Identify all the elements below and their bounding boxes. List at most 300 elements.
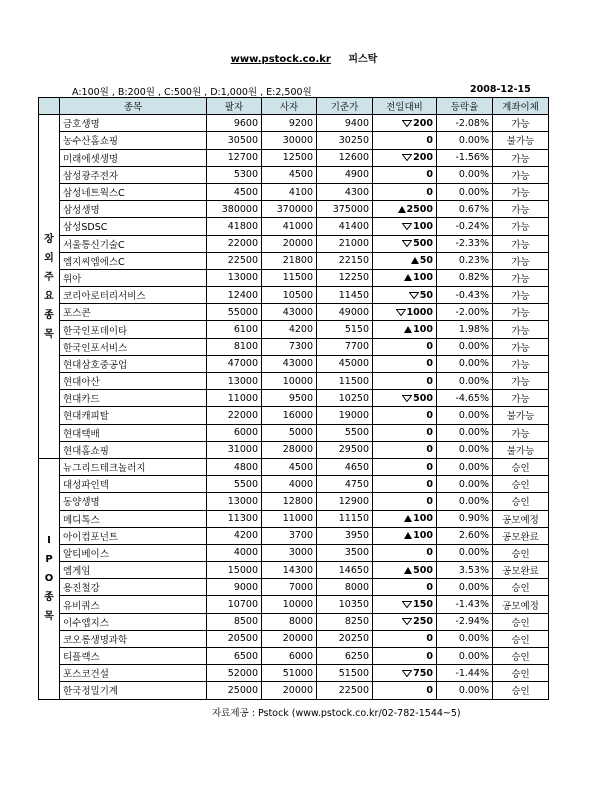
table-row (39, 562, 549, 579)
sell-price: 13000 (207, 269, 262, 286)
base-price: 29500 (317, 441, 373, 458)
sell-price: 4000 (207, 544, 262, 561)
transfer-status: 가능 (493, 183, 549, 200)
table-row (39, 304, 549, 321)
group-label: I P O 종 목 (39, 458, 60, 699)
sell-price: 31000 (207, 441, 262, 458)
base-price: 41400 (317, 218, 373, 235)
change-value: 0 (373, 183, 437, 200)
sell-price: 6500 (207, 648, 262, 665)
change-rate: -2.00% (437, 304, 493, 321)
base-price: 45000 (317, 355, 373, 372)
table-row (39, 269, 549, 286)
change-rate: -4.65% (437, 390, 493, 407)
buy-price: 51000 (262, 665, 317, 682)
change-value: 0 (373, 648, 437, 665)
transfer-status: 불가능 (493, 132, 549, 149)
stock-name: 삼성광주전자 (60, 166, 207, 183)
table-row (39, 424, 549, 441)
buy-price: 20000 (262, 682, 317, 699)
stock-name: 용진철강 (60, 579, 207, 596)
base-price: 5150 (317, 321, 373, 338)
change-rate: 0.00% (437, 441, 493, 458)
buy-price: 20000 (262, 235, 317, 252)
change-rate: -2.08% (437, 115, 493, 132)
price-unit-legend: A:100원 , B:200원 , C:500원 , D:1,000원 , E:2,500원 (72, 87, 312, 98)
base-price: 10350 (317, 596, 373, 613)
up-triangle-icon (398, 206, 406, 213)
change-rate: 0.00% (437, 493, 493, 510)
table-row (39, 527, 549, 544)
group-label: 장 외 주 요 종 목 (39, 115, 60, 459)
buy-price: 43000 (262, 355, 317, 372)
change-value: 250 (373, 613, 437, 630)
transfer-status: 공모예정 (493, 510, 549, 527)
buy-price: 9500 (262, 390, 317, 407)
stock-name: 엠게임 (60, 562, 207, 579)
base-price: 375000 (317, 201, 373, 218)
buy-price: 30000 (262, 132, 317, 149)
table-row (39, 579, 549, 596)
stock-name: 포스코건설 (60, 665, 207, 682)
table-header-row (39, 98, 549, 115)
stock-name: 현대아산 (60, 373, 207, 390)
transfer-status: 가능 (493, 424, 549, 441)
stock-table (38, 97, 549, 700)
col-header-rate: 등락율 (437, 98, 493, 115)
buy-price: 10000 (262, 373, 317, 390)
stock-name: 금호생명 (60, 115, 207, 132)
transfer-status: 승인 (493, 682, 549, 699)
sell-price: 8100 (207, 338, 262, 355)
down-triangle-icon (402, 670, 412, 677)
table-row (39, 183, 549, 200)
base-price: 14650 (317, 562, 373, 579)
change-rate: -1.56% (437, 149, 493, 166)
up-triangle-icon (411, 257, 419, 264)
col-header-name: 종목 (60, 98, 207, 115)
change-value: 0 (373, 493, 437, 510)
change-rate: 3.53% (437, 562, 493, 579)
stock-name: 뉴그리드테크놀러지 (60, 458, 207, 475)
base-price: 5500 (317, 424, 373, 441)
base-price: 4750 (317, 476, 373, 493)
sell-price: 13000 (207, 493, 262, 510)
buy-price: 4100 (262, 183, 317, 200)
transfer-status: 가능 (493, 149, 549, 166)
buy-price: 8000 (262, 613, 317, 630)
down-triangle-icon (402, 120, 412, 127)
base-price: 4300 (317, 183, 373, 200)
table-row (39, 476, 549, 493)
table-row (39, 338, 549, 355)
up-triangle-icon (404, 567, 412, 574)
change-rate: 0.00% (437, 648, 493, 665)
transfer-status: 가능 (493, 269, 549, 286)
transfer-status: 공모예정 (493, 596, 549, 613)
change-rate: 0.00% (437, 183, 493, 200)
stock-name: 유비쿼스 (60, 596, 207, 613)
sell-price: 6000 (207, 424, 262, 441)
sell-price: 41800 (207, 218, 262, 235)
table-row (39, 390, 549, 407)
change-value: 0 (373, 458, 437, 475)
buy-price: 21800 (262, 252, 317, 269)
stock-name: 현대삼호중공업 (60, 355, 207, 372)
base-price: 22150 (317, 252, 373, 269)
sell-price: 4800 (207, 458, 262, 475)
sell-price: 22000 (207, 235, 262, 252)
buy-price: 4500 (262, 458, 317, 475)
table-row (39, 132, 549, 149)
buy-price: 16000 (262, 407, 317, 424)
stock-name: 한국인포서비스 (60, 338, 207, 355)
change-value: 0 (373, 407, 437, 424)
table-row (39, 235, 549, 252)
table-row (39, 510, 549, 527)
sell-price: 4500 (207, 183, 262, 200)
sell-price: 55000 (207, 304, 262, 321)
buy-price: 12500 (262, 149, 317, 166)
table-row (39, 407, 549, 424)
stock-name: 삼성네트웍스C (60, 183, 207, 200)
stock-name: 대성파인텍 (60, 476, 207, 493)
down-triangle-icon (402, 601, 412, 608)
base-price: 30250 (317, 132, 373, 149)
base-price: 4650 (317, 458, 373, 475)
sell-price: 8500 (207, 613, 262, 630)
up-triangle-icon (404, 515, 412, 522)
change-value: 100 (373, 269, 437, 286)
down-triangle-icon (396, 309, 406, 316)
base-price: 3950 (317, 527, 373, 544)
change-value: 0 (373, 373, 437, 390)
change-value: 0 (373, 132, 437, 149)
buy-price: 4000 (262, 476, 317, 493)
buy-price: 5000 (262, 424, 317, 441)
sell-price: 4200 (207, 527, 262, 544)
change-value: 50 (373, 252, 437, 269)
col-header-base: 기준가 (317, 98, 373, 115)
stock-name: 현대택배 (60, 424, 207, 441)
change-rate: 0.00% (437, 424, 493, 441)
change-rate: 0.00% (437, 476, 493, 493)
down-triangle-icon (402, 240, 412, 247)
change-rate: 0.00% (437, 544, 493, 561)
buy-price: 11500 (262, 269, 317, 286)
stock-name: 알티베이스 (60, 544, 207, 561)
change-value: 750 (373, 665, 437, 682)
base-price: 12600 (317, 149, 373, 166)
transfer-status: 승인 (493, 579, 549, 596)
buy-price: 28000 (262, 441, 317, 458)
buy-price: 4500 (262, 166, 317, 183)
buy-price: 20000 (262, 630, 317, 647)
buy-price: 43000 (262, 304, 317, 321)
page-title (0, 50, 608, 65)
change-value: 500 (373, 390, 437, 407)
transfer-status: 가능 (493, 287, 549, 304)
sell-price: 11300 (207, 510, 262, 527)
buy-price: 41000 (262, 218, 317, 235)
change-rate: 0.00% (437, 579, 493, 596)
change-value: 100 (373, 510, 437, 527)
change-value: 0 (373, 166, 437, 183)
buy-price: 7000 (262, 579, 317, 596)
source-footer: 자료제공 : Pstock (www.pstock.co.kr/02-782-1544~5) (212, 708, 461, 719)
up-triangle-icon (404, 274, 412, 281)
buy-price: 11000 (262, 510, 317, 527)
base-price: 21000 (317, 235, 373, 252)
transfer-status: 가능 (493, 390, 549, 407)
base-price: 12250 (317, 269, 373, 286)
stock-name: 한국정밀기계 (60, 682, 207, 699)
stock-name: 서울통신기술C (60, 235, 207, 252)
stock-name: 현대홈쇼핑 (60, 441, 207, 458)
sell-price: 12400 (207, 287, 262, 304)
change-value: 0 (373, 630, 437, 647)
change-rate: 0.82% (437, 269, 493, 286)
base-price: 6250 (317, 648, 373, 665)
change-value: 0 (373, 441, 437, 458)
sell-price: 30500 (207, 132, 262, 149)
sell-price: 10700 (207, 596, 262, 613)
buy-price: 9200 (262, 115, 317, 132)
base-price: 4900 (317, 166, 373, 183)
buy-price: 12800 (262, 493, 317, 510)
change-rate: 0.23% (437, 252, 493, 269)
table-row (39, 149, 549, 166)
buy-price: 370000 (262, 201, 317, 218)
stock-name: 삼성생명 (60, 201, 207, 218)
table-row (39, 218, 549, 235)
buy-price: 6000 (262, 648, 317, 665)
change-rate: -1.43% (437, 596, 493, 613)
sell-price: 9000 (207, 579, 262, 596)
sell-price: 47000 (207, 355, 262, 372)
transfer-status: 승인 (493, 544, 549, 561)
stock-name: 위아 (60, 269, 207, 286)
transfer-status: 승인 (493, 493, 549, 510)
stock-name: 삼성SDSC (60, 218, 207, 235)
buy-price: 4200 (262, 321, 317, 338)
transfer-status: 가능 (493, 355, 549, 372)
down-triangle-icon (402, 154, 412, 161)
stock-name: 현대카드 (60, 390, 207, 407)
change-rate: 0.00% (437, 132, 493, 149)
change-value: 500 (373, 562, 437, 579)
table-row (39, 613, 549, 630)
change-rate: 0.00% (437, 373, 493, 390)
transfer-status: 공모완료 (493, 527, 549, 544)
transfer-status: 가능 (493, 321, 549, 338)
brand-name: 피스탁 (348, 54, 378, 65)
change-value: 150 (373, 596, 437, 613)
col-header-group (39, 98, 60, 115)
transfer-status: 가능 (493, 252, 549, 269)
transfer-status: 승인 (493, 630, 549, 647)
change-value: 500 (373, 235, 437, 252)
table-row (39, 648, 549, 665)
table-row (39, 166, 549, 183)
change-rate: -0.43% (437, 287, 493, 304)
change-value: 0 (373, 476, 437, 493)
sell-price: 6100 (207, 321, 262, 338)
change-value: 0 (373, 579, 437, 596)
transfer-status: 불가능 (493, 441, 549, 458)
transfer-status: 가능 (493, 235, 549, 252)
stock-name: 미래에셋생명 (60, 149, 207, 166)
transfer-status: 승인 (493, 476, 549, 493)
table-row (39, 665, 549, 682)
change-rate: 0.67% (437, 201, 493, 218)
change-rate: 1.98% (437, 321, 493, 338)
down-triangle-icon (409, 292, 419, 299)
down-triangle-icon (402, 395, 412, 402)
base-price: 22500 (317, 682, 373, 699)
buy-price: 7300 (262, 338, 317, 355)
table-row (39, 355, 549, 372)
change-value: 100 (373, 527, 437, 544)
change-value: 0 (373, 355, 437, 372)
transfer-status: 공모완료 (493, 562, 549, 579)
col-header-buy: 사자 (262, 98, 317, 115)
base-price: 8000 (317, 579, 373, 596)
base-price: 8250 (317, 613, 373, 630)
change-rate: 0.00% (437, 407, 493, 424)
sell-price: 20500 (207, 630, 262, 647)
sell-price: 52000 (207, 665, 262, 682)
change-value: 100 (373, 321, 437, 338)
sell-price: 25000 (207, 682, 262, 699)
base-price: 7700 (317, 338, 373, 355)
transfer-status: 가능 (493, 218, 549, 235)
sell-price: 12700 (207, 149, 262, 166)
change-rate: -0.24% (437, 218, 493, 235)
table-row (39, 321, 549, 338)
transfer-status: 가능 (493, 115, 549, 132)
table-row (39, 630, 549, 647)
stock-name: 이수앱지스 (60, 613, 207, 630)
table-row (39, 201, 549, 218)
sell-price: 22500 (207, 252, 262, 269)
change-rate: 0.00% (437, 630, 493, 647)
down-triangle-icon (402, 618, 412, 625)
col-header-transfer: 계좌이체 (493, 98, 549, 115)
change-rate: -2.33% (437, 235, 493, 252)
stock-name: 티플랙스 (60, 648, 207, 665)
transfer-status: 가능 (493, 338, 549, 355)
buy-price: 14300 (262, 562, 317, 579)
transfer-status: 승인 (493, 458, 549, 475)
table-row (39, 458, 549, 475)
change-value: 1000 (373, 304, 437, 321)
change-rate: 0.00% (437, 682, 493, 699)
col-header-change: 전일대비 (373, 98, 437, 115)
stock-name: 농수산홈쇼핑 (60, 132, 207, 149)
change-rate: 0.00% (437, 338, 493, 355)
transfer-status: 가능 (493, 373, 549, 390)
change-rate: 2.60% (437, 527, 493, 544)
transfer-status: 가능 (493, 166, 549, 183)
transfer-status: 불가능 (493, 407, 549, 424)
base-price: 12900 (317, 493, 373, 510)
base-price: 10250 (317, 390, 373, 407)
table-row (39, 493, 549, 510)
table-row (39, 544, 549, 561)
change-value: 0 (373, 682, 437, 699)
change-rate: 0.00% (437, 458, 493, 475)
table-row (39, 596, 549, 613)
table-row (39, 682, 549, 699)
stock-name: 엠지씨엠에스C (60, 252, 207, 269)
base-price: 19000 (317, 407, 373, 424)
transfer-status: 가능 (493, 304, 549, 321)
sell-price: 13000 (207, 373, 262, 390)
change-rate: 0.00% (437, 166, 493, 183)
base-price: 11450 (317, 287, 373, 304)
transfer-status: 승인 (493, 613, 549, 630)
buy-price: 3000 (262, 544, 317, 561)
table-row (39, 441, 549, 458)
sell-price: 11000 (207, 390, 262, 407)
change-value: 200 (373, 149, 437, 166)
change-value: 0 (373, 338, 437, 355)
sell-price: 5500 (207, 476, 262, 493)
transfer-status: 승인 (493, 648, 549, 665)
change-value: 0 (373, 544, 437, 561)
change-value: 100 (373, 218, 437, 235)
sell-price: 22000 (207, 407, 262, 424)
stock-name: 코오롱생명과학 (60, 630, 207, 647)
stock-name: 현대캐피탈 (60, 407, 207, 424)
buy-price: 10500 (262, 287, 317, 304)
change-rate: -1.44% (437, 665, 493, 682)
base-price: 51500 (317, 665, 373, 682)
table-row (39, 373, 549, 390)
table-row (39, 252, 549, 269)
col-header-sell: 팔자 (207, 98, 262, 115)
stock-name: 코리아로터리서비스 (60, 287, 207, 304)
up-triangle-icon (404, 532, 412, 539)
sell-price: 5300 (207, 166, 262, 183)
change-value: 200 (373, 115, 437, 132)
base-price: 20250 (317, 630, 373, 647)
stock-name: 동양생명 (60, 493, 207, 510)
change-value: 50 (373, 287, 437, 304)
table-row (39, 115, 549, 132)
site-url[interactable]: www.pstock.co.kr (230, 54, 331, 65)
base-price: 9400 (317, 115, 373, 132)
sell-price: 9600 (207, 115, 262, 132)
report-date: 2008-12-15 (470, 84, 531, 95)
change-value: 0 (373, 424, 437, 441)
change-value: 2500 (373, 201, 437, 218)
transfer-status: 승인 (493, 665, 549, 682)
base-price: 49000 (317, 304, 373, 321)
up-triangle-icon (404, 326, 412, 333)
stock-name: 한국인포데이타 (60, 321, 207, 338)
buy-price: 3700 (262, 527, 317, 544)
stock-name: 아이컴포넌트 (60, 527, 207, 544)
change-rate: -2.94% (437, 613, 493, 630)
sell-price: 15000 (207, 562, 262, 579)
base-price: 11150 (317, 510, 373, 527)
buy-price: 10000 (262, 596, 317, 613)
base-price: 3500 (317, 544, 373, 561)
stock-name: 메디톡스 (60, 510, 207, 527)
transfer-status: 가능 (493, 201, 549, 218)
